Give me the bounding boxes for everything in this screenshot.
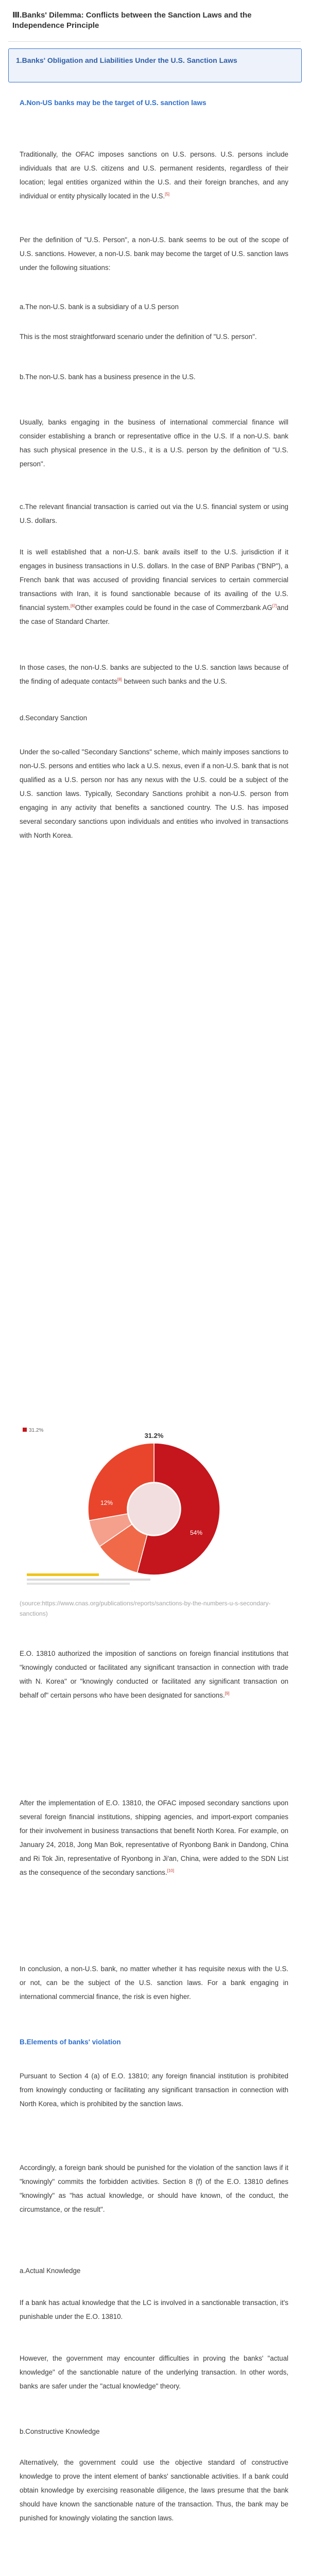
pie-slice-label: 12% <box>100 1499 113 1506</box>
paragraph-bnp: It is well established that a non-U.S. bank avails itself to the U.S. jurisdiction if it engages in business transactions in U.S. dollars. In the case of BNP Paribas ("BNP"), a French bank that was accused of providing financial services to certain commercial transactions with Iran, it is found sanctionable because of its availing of the U.S. financial system.[6]Other examples could be found in the case of Commerzbank AG[7]and the case of Standard Charter. <box>20 548 288 625</box>
paragraph-proving-difficulty: However, the government may encounter difficulties in proving the banks' "actual knowledge" of the sanctionable nature of the underlying transaction. In other words, banks are safer under the "actual knowledge" theory. <box>20 2354 288 2390</box>
footnote-ref[interactable]: [6] <box>71 603 75 608</box>
footnote-ref[interactable]: [10] <box>167 1868 174 1873</box>
paragraph-branch: Usually, banks engaging in the business of international commercial finance will consider establishing a branch or representative office in the U.S. If a non-U.S. bank has such physical presence in the U.S., it is a U.S. person by the definition of "U.S. person". <box>20 418 288 468</box>
chapter-title: Ⅲ.Banks' Dilemma: Conflicts between the Sanction Laws and the Independence Principle <box>12 11 252 30</box>
paragraph-contacts: In those cases, the non-U.S. banks are subjected to the U.S. sanction laws because of the finding of adequate contacts[8] between such banks and the U.S. <box>20 664 288 685</box>
subheading-actual-knowledge: a.Actual Knowledge <box>20 2267 81 2275</box>
sanctions-pie-figure <box>20 1424 288 1594</box>
paragraph-definition: Per the definition of "U.S. Person", a non-U.S. bank seems to be out of the scope of U.S. sanctions. However, a non-U.S. bank may become the target of U.S. sanction laws under the following situations: <box>20 236 288 272</box>
paragraph-conclusion: In conclusion, a non-U.S. bank, no matter whether it has requisite nexus with the U.S. or not, can be the subject of the U.S. sanction laws. For a bank engaging in international commercial finance, the risk is even higher. <box>20 1965 288 2001</box>
paragraph-secondary-sanctions: Under the so-called "Secondary Sanctions" scheme, which mainly imposes sanctions to non-U.S. persons and entities who lack a U.S. nexus, even if a non-U.S. bank that is not qualified as a U.S. person nor has any nexus with the U.S. could be a subject of the U.S. sanction laws. Typically, Secondary Sanctions prohibit a non-U.S. person from engaging in any activity that benefits a sanctioned country. The U.S. has imposed several secondary sanctions upon individuals and entities who involved in transactions with North Korea. <box>20 748 288 839</box>
footnote-ref[interactable]: [7] <box>272 603 277 608</box>
figure-source-caption: (source:https://www.cnas.org/publications/reports/sanctions-by-the-numbers-u-s-secondary-sanctions) <box>20 1600 271 1617</box>
subheading-business-presence: b.The non-U.S. bank has a business presence in the U.S. <box>20 373 196 381</box>
section-title: 1.Banks' Obligation and Liabilities Under the U.S. Sanction Laws <box>16 56 237 64</box>
paragraph-constructive-knowledge: Alternatively, the government could use the objective standard of constructive knowledge to prove the intent element of banks' sanctionable activities. If a bank could obtain knowledge by exercising reasonable diligence, the laws presume that the bank should have known the sanctionable nature of the transaction. Thus, the bank may be punished for knowingly violating the sanction laws. <box>20 2459 288 2522</box>
footnote-ref[interactable]: [8] <box>117 677 122 682</box>
pie-slice-label: 54% <box>190 1529 203 1536</box>
paragraph-actual-knowledge: If a bank has actual knowledge that the LC is involved in a sanctionable transaction, it's punishable under the E.O. 13810. <box>20 2299 288 2320</box>
paragraph-eo-13810: E.O. 13810 authorized the imposition of sanctions on foreign financial institutions that "knowingly conducted or facilitated any significant transaction in connection with trade with N. Korea" or "knowingly conducted or facilitated any significant transaction on behalf of" certain persons who have been designated for sanctions.[9] <box>20 1650 288 1699</box>
paragraph-straightforward: This is the most straightforward scenario under the definition of "U.S. person". <box>20 333 257 341</box>
paragraph-us-persons <box>20 147 288 203</box>
paragraph-text: Traditionally, the OFAC imposes sanctions on U.S. persons. U.S. persons include individuals that are U.S. citizens and U.S. permanent residents, regardless of their location; legal entities organized within the U.S. and their foreign branches, and any individual or entity physically located in the U.S. <box>20 150 288 200</box>
heading-a: A.Non-US banks may be the target of U.S. sanction laws <box>20 99 207 107</box>
chart-legend <box>23 1427 43 1434</box>
heading-b: B.Elements of banks' violation <box>20 2038 121 2046</box>
subheading-constructive-knowledge: b.Constructive Knowledge <box>20 2428 100 2435</box>
paragraph-section-4a: Pursuant to Section 4 (a) of E.O. 13810; any foreign financial institution is prohibited from knowingly conducting or facilitating any significant transaction in connection with North Korea, which is prohibited by the sanction laws. <box>20 2072 288 2108</box>
pie-top-label: 31.2% <box>144 1432 164 1439</box>
subheading-us-dollars: c.The relevant financial transaction is carried out via the U.S. financial system or using U.S. dollars. <box>20 503 288 524</box>
paragraph-knowingly: Accordingly, a foreign bank should be punished for the violation of the sanction laws if it "knowingly" commits the forbidden activities. Section 8 (f) of the E.O. 13810 defines "knowingly" as "has actual knowledge, or should have known, of the conduct, the circumstance, or the result". <box>20 2164 288 2213</box>
chart-footnote <box>27 1573 161 1585</box>
pie-chart <box>20 1424 288 1594</box>
chapter-header <box>8 5 301 42</box>
subheading-subsidiary: a.The non-U.S. bank is a subsidiary of a U.S person <box>20 303 179 311</box>
footnote-ref[interactable]: [5] <box>165 192 169 197</box>
subheading-secondary-sanction: d.Secondary Sanction <box>20 714 88 722</box>
pie-center <box>128 1483 180 1535</box>
section-title-box <box>8 48 302 82</box>
footnote-ref[interactable]: [9] <box>225 1691 230 1696</box>
legend-swatch <box>23 1428 27 1432</box>
paragraph-ofac-implementation: After the implementation of E.O. 13810, the OFAC imposed secondary sanctions upon several foreign financial institutions, shipping agencies, and import-export companies for their involvement in business transactions that benefit North Korea. For example, on January 24, 2018, Jong Man Bok, representative of Ryonbong Bank in Dandong, China and Ri Tok Jin, representative of Ryonbong in Ji'an, China, were added to the SDN List as the consequence of the secondary sanctions.[10] <box>20 1799 288 1876</box>
legend-label: 31.2% <box>29 1428 44 1433</box>
